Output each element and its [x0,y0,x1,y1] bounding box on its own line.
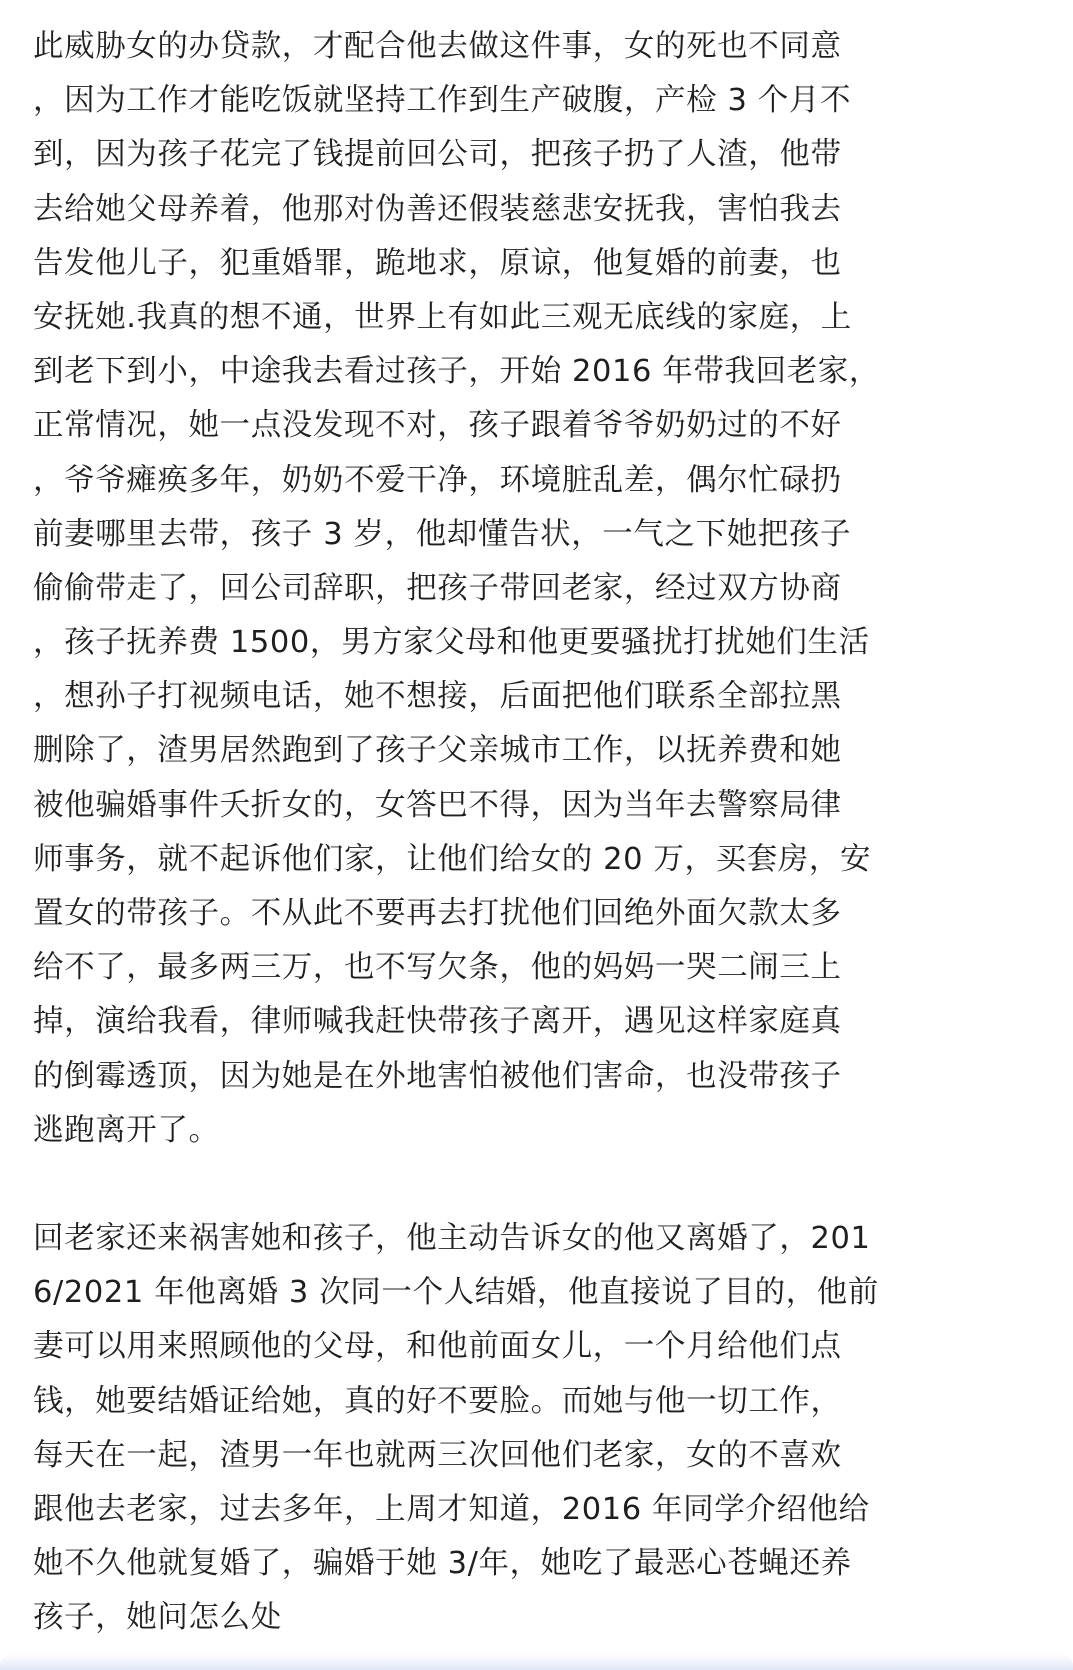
text-line: 置女的带孩子。不从此不要再去打扰他们回绝外面欠款太多 [33,896,842,931]
text-line: 正常情况，她一点没发现不对，孩子跟着爷爷奶奶过的不好 [33,408,842,444]
text-line: ，爷爷瘫痪多年，奶奶不爱干净，环境脏乱差，偶尔忙碌扔 [33,462,842,498]
paragraph-1 [33,20,1043,1158]
text-line: ，孩子抚养费 1500，男方家父母和他更要骚扰打扰她们生活 [33,625,870,661]
text-line: 妻可以用来照顾他的父母，和他前面女儿，一个月给他们点 [33,1329,842,1365]
text-line: 偷偷带走了，回公司辞职，把孩子带回老家，经过双方协商 [33,570,842,606]
text-line: ，因为工作才能吃饭就坚持工作到生产破腹，产检 3 个月不 [33,83,852,119]
paragraph-2 [33,1212,1043,1646]
text-line: 师事务，就不起诉他们家，让他们给女的 20 万，买套房，安 [33,841,872,877]
text-line: 钱，她要结婚证给她，真的好不要脸。而她与他一切工作， [33,1383,842,1419]
text-line: 删除了，渣男居然跑到了孩子父亲城市工作，以抚养费和她 [33,733,842,769]
text-line: 安抚她.我真的想不通，世界上有如此三观无底线的家庭，上 [33,299,852,335]
text-line: 告发他儿子，犯重婚罪，跪地求，原谅，他复婚的前妻，也 [33,245,842,281]
text-line: 前妻哪里去带，孩子 3 岁，他却懂告状，一气之下她把孩子 [33,516,852,552]
text-line: 逃跑离开了。 [33,1112,220,1148]
text-line: 她不久他就复婚了，骗婚于她 3/年，她吃了最恶心苍蝇还养 [33,1546,852,1582]
text-line: 去给她父母养着，他那对伪善还假装慈悲安抚我，害怕我去 [33,191,842,227]
bottom-overlay [0,1654,1073,1670]
text-line: 6/2021 年他离婚 3 次同一个人结婚，他直接说了目的，他前 [33,1275,879,1311]
post-body [33,20,1043,1645]
text-line: 此威胁女的办贷款，才配合他去做这件事，女的死也不同意 [33,29,842,64]
text-line: 掉，演给我看，律师喊我赶快带孩子离开，遇见这样家庭真 [33,1004,842,1040]
text-line: 到，因为孩子花完了钱提前回公司，把孩子扔了人渣，他带 [33,137,842,173]
text-line: ，想孙子打视频电话，她不想接，后面把他们联系全部拉黑 [33,679,842,715]
text-line: 每天在一起，渣男一年也就两三次回他们老家，女的不喜欢 [33,1437,842,1473]
text-line: 到老下到小，中途我去看过孩子，开始 2016 年带我回老家， [33,354,881,390]
text-line: 跟他去老家，过去多年，上周才知道，2016 年同学介绍他给 [33,1491,870,1527]
text-line: 孩子，她问怎么处 [33,1600,282,1636]
text-line: 被他骗婚事件夭折女的，女答巴不得，因为当年去警察局律 [33,787,842,823]
text-line: 的倒霉透顶，因为她是在外地害怕被他们害命，也没带孩子 [33,1058,842,1094]
text-line: 给不了，最多两三万，也不写欠条，他的妈妈一哭二闹三上 [33,950,842,986]
text-line: 回老家还来祸害她和孩子，他主动告诉女的他又离婚了，201 [33,1220,871,1256]
